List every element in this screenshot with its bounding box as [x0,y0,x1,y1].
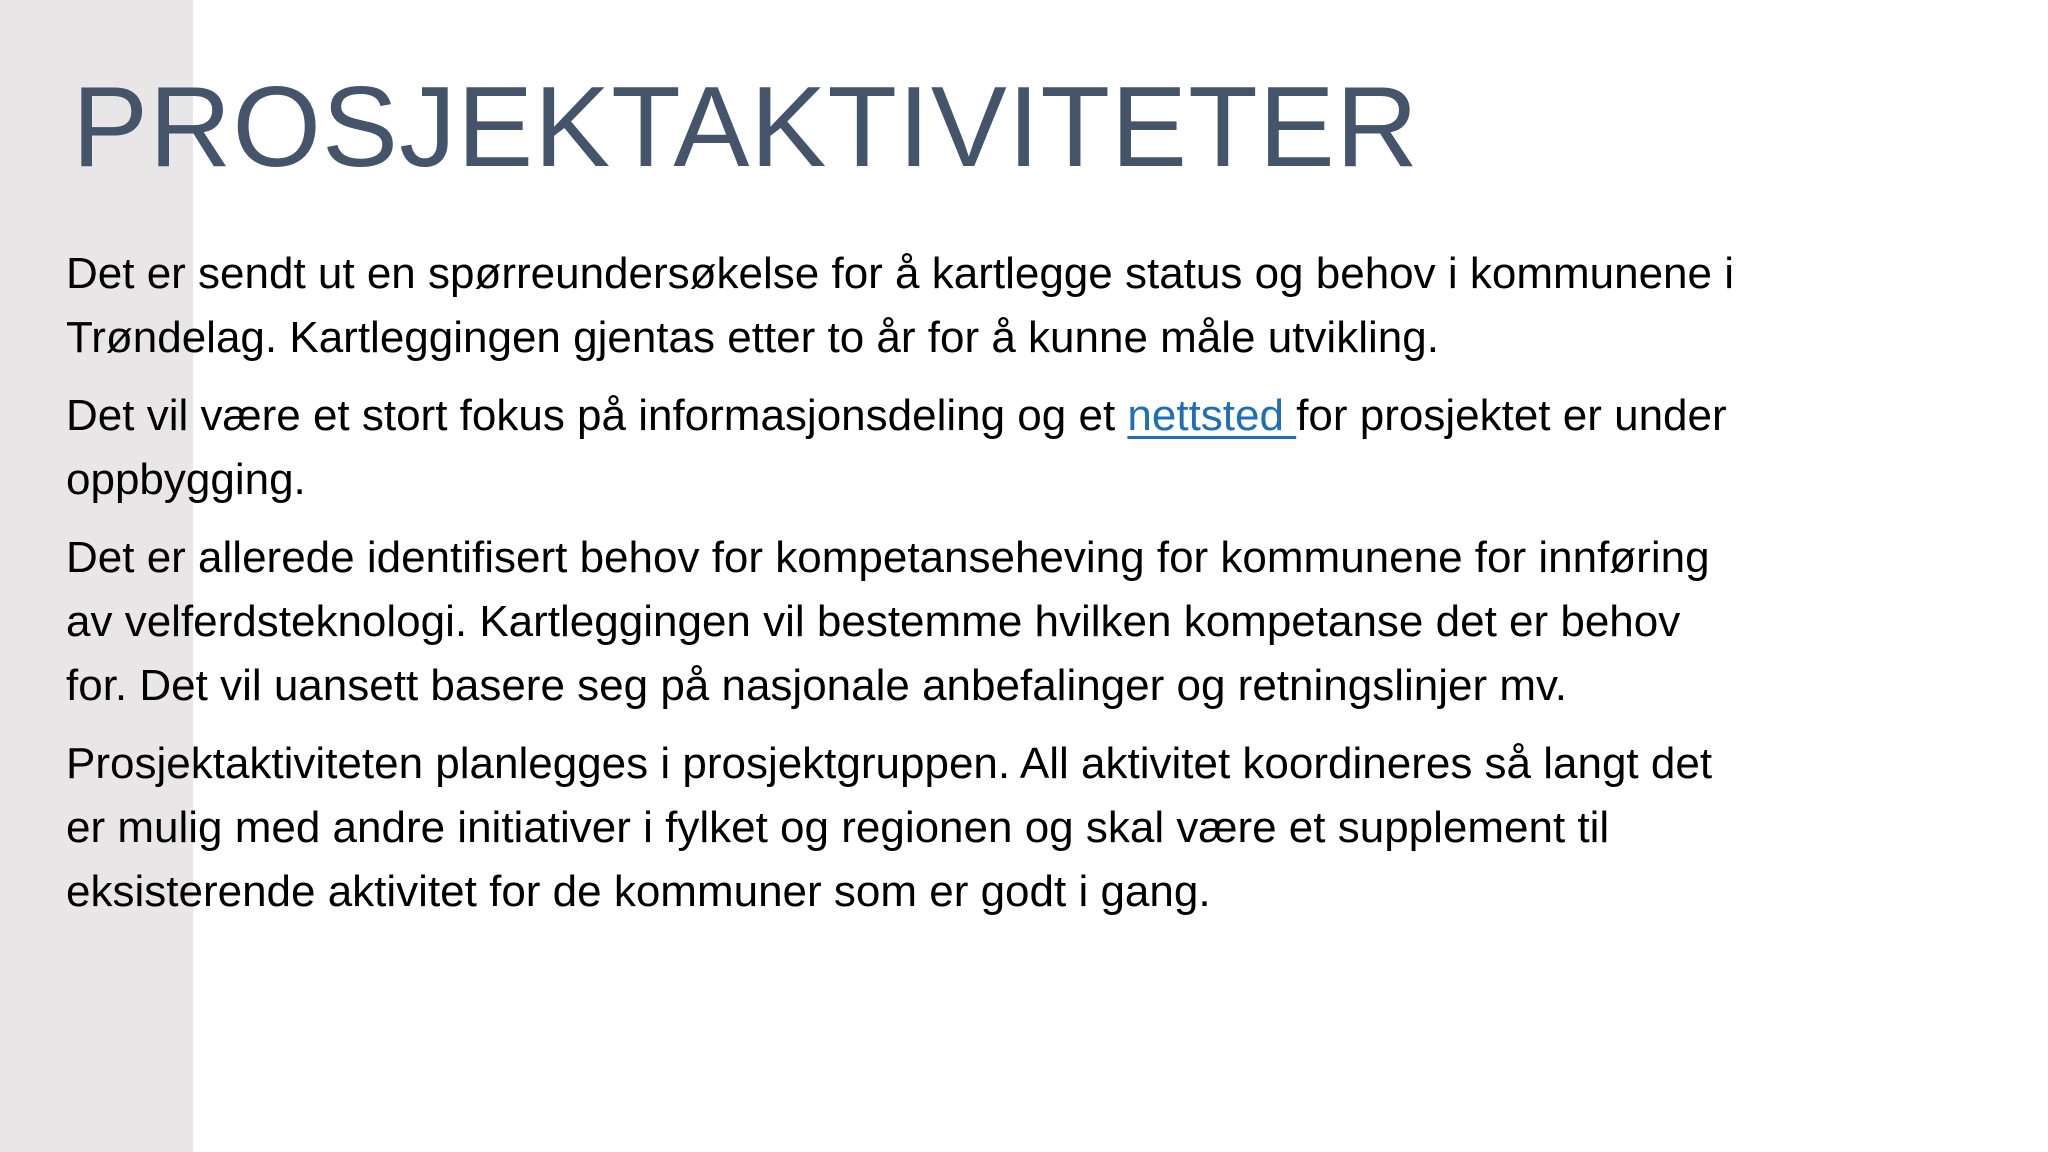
paragraph-website [66,384,1966,512]
paragraph-line: av velferdsteknologi. Kartleggingen vil bestemme hvilken kompetanse det er behov [66,597,1681,646]
paragraph-line: Trøndelag. Kartleggingen gjentas etter to år for å kunne måle utvikling. [66,313,1439,362]
slide-title: PROSJEKTAKTIVITETER [72,64,1420,191]
paragraph-survey [66,242,1966,370]
website-link[interactable]: nettsted [1127,391,1297,440]
paragraph-line: oppbygging. [66,455,306,504]
slide-body [66,242,1966,938]
paragraph-line: Det er sendt ut en spørreundersøkelse for å kartlegge status og behov i kommunene i [66,249,1734,298]
paragraph-line: Prosjektaktiviteten planlegges i prosjektgruppen. All aktivitet koordineres så langt det [66,739,1713,788]
paragraph-text: for prosjektet er under [1296,391,1727,440]
paragraph-line: Det er allerede identifisert behov for kompetanseheving for kommunene for innføring [66,533,1710,582]
paragraph-line: for. Det vil uansett basere seg på nasjonale anbefalinger og retningslinjer mv. [66,661,1567,710]
paragraph-competence [66,526,1966,718]
paragraph-coordination [66,732,1966,924]
paragraph-text: Det vil være et stort fokus på informasjonsdeling og et [66,391,1128,440]
paragraph-line: er mulig med andre initiativer i fylket og regionen og skal være et supplement til [66,803,1610,852]
paragraph-line: eksisterende aktivitet for de kommuner som er godt i gang. [66,867,1211,916]
